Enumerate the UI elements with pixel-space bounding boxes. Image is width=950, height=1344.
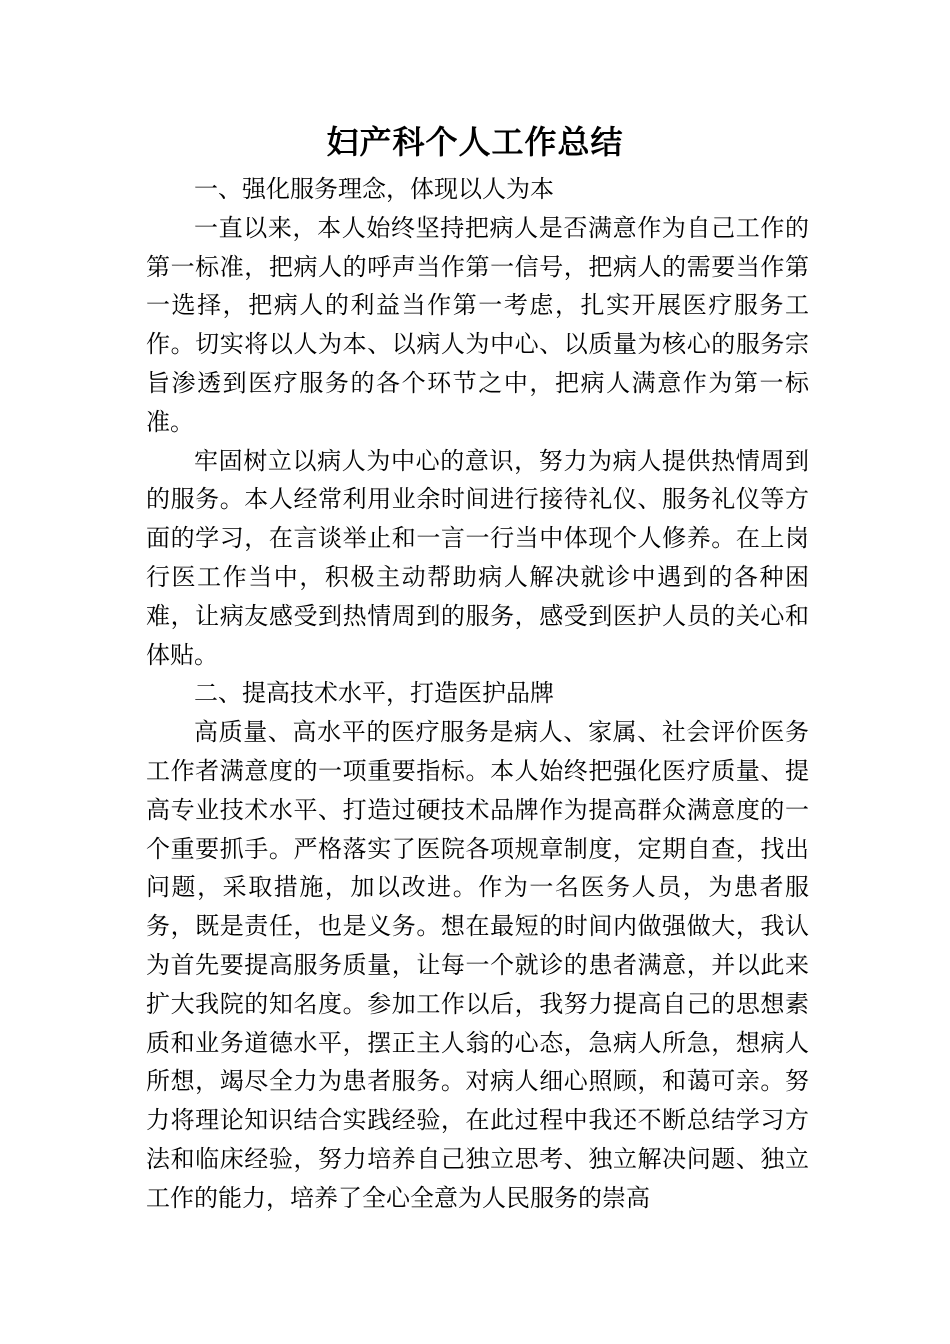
paragraph-2: 牢固树立以病人为中心的意识，努力为病人提供热情周到的服务。本人经常利用业余时间进行接待礼仪、服务礼仪等方面的学习，在言谈举止和一言一行当中体现个人修养。在上岗行医工作当中，积极主动帮助病人解决就诊中遇到的各种困难，让病友感受到热情周到的服务，感受到医护人员的关心和体贴。 bbox=[146, 446, 809, 669]
document-title: 妇产科个人工作总结 bbox=[326, 123, 624, 161]
section-heading-2: 二、提高技术水平，打造医护品牌 bbox=[194, 679, 554, 708]
paragraph-3: 高质量、高水平的医疗服务是病人、家属、社会评价医务工作者满意度的一项重要指标。本人始终把强化医疗质量、提高专业技术水平、打造过硬技术品牌作为提高群众满意度的一个重要抓手。严格落实了医院各项规章制度，定期自查，找出问题，采取措施，加以改进。作为一名医务人员，为患者服务，既是责任，也是义务。想在最短的时间内做强做大，我认为首先要提高服务质量，让每一个就诊的患者满意，并以此来扩大我院的知名度。参加工作以后，我努力提高自己的思想素质和业务道德水平，摆正主人翁的心态，急病人所急，想病人所想，竭尽全力为患者服务。对病人细心照顾，和蔼可亲。努力将理论知识结合实践经验，在此过程中我还不断总结学习方法和临床经验，努力培养自己独立思考、独立解决问题、独立工作的能力，培养了全心全意为人民服务的崇高 bbox=[146, 718, 809, 1212]
section-heading-1: 一、强化服务理念，体现以人为本 bbox=[194, 175, 554, 203]
document-body bbox=[146, 170, 809, 1218]
paragraph-1: 一直以来，本人始终坚持把病人是否满意作为自己工作的第一标准，把病人的呼声当作第一信号，把病人的需要当作第一选择，把病人的利益当作第一考虑，扎实开展医疗服务工作。切实将以人为本、以病人为中心、以质量为核心的服务宗旨渗透到医疗服务的各个环节之中，把病人满意作为第一标准。 bbox=[146, 213, 809, 436]
